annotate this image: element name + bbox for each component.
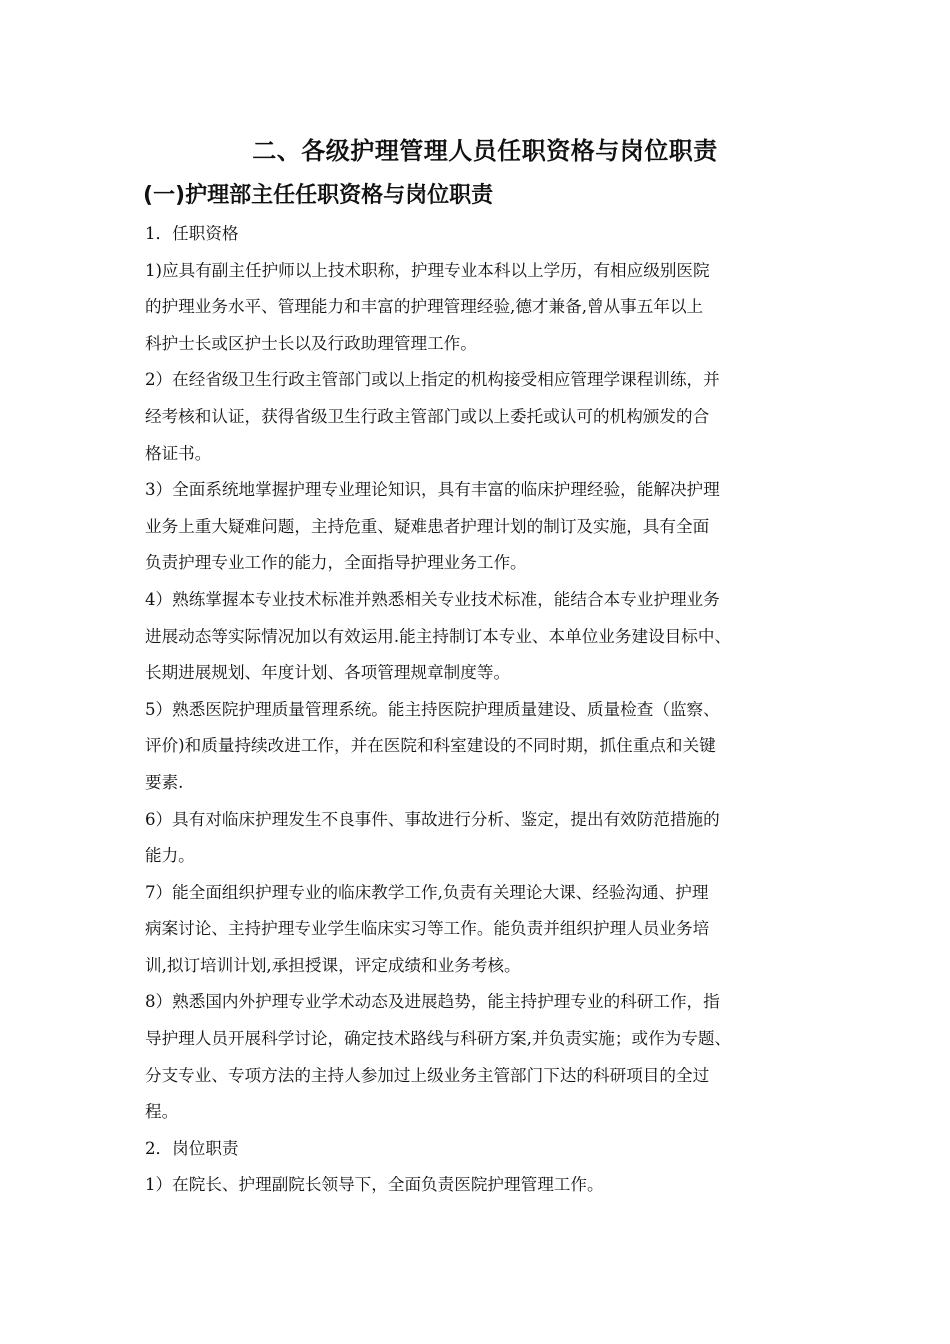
subheading-qualifications: 1．任职资格 [145,224,239,243]
text-line: 2）在经省级卫生行政主管部门或以上指定的机构接受相应管理学课程训练，并 [145,370,720,390]
text-line: 分支专业、专项方法的主持人参加过上级业务主管部门下达的科研项目的全过 [145,1065,710,1085]
document-page [145,128,825,1204]
text-line: 6）具有对临床护理发生不良事件、事故进行分析、鉴定，提出有效防范措施的 [145,809,720,829]
text-line: 进展动态等实际情况加以有效运用.能主持制订本专业、本单位业务建设目标中、 [145,626,732,646]
text-line: 导护理人员开展科学讨论，确定技术路线与科研方案,并负责实施；或作为专题、 [145,1029,732,1049]
text-line: 1）在院长、护理副院长领导下，全面负责医院护理管理工作。 [145,1175,604,1195]
text-line: 业务上重大疑难问题，主持危重、疑难患者护理计划的制订及实施，具有全面 [145,516,710,536]
section-heading: (一)护理部主任任职资格与岗位职责 [143,183,494,208]
text-line: 的护理业务水平、管理能力和丰富的护理管理经验,德才兼备,曾从事五年以上 [145,297,704,317]
text-line: 1)应具有副主任护师以上技术职称，护理专业本科以上学历，有相应级别医院 [145,260,710,280]
text-line: 5）熟悉医院护理质量管理系统。能主持医院护理质量建设、质量检查（监察、 [145,699,720,719]
text-line: 程。 [145,1102,179,1122]
text-line: 经考核和认证，获得省级卫生行政主管部门或以上委托或认可的机构颁发的合 [145,406,710,426]
text-line: 4）熟练掌握本专业技术标准并熟悉相关专业技术标准，能结合本专业护理业务 [145,589,720,609]
text-line: 要素. [145,772,184,792]
text-line: 3）全面系统地掌握护理专业理论知识，具有丰富的临床护理经验，能解决护理 [145,480,720,500]
text-line: 病案讨论、主持护理专业学生临床实习等工作。能负责并组织护理人员业务培 [145,919,710,939]
text-line: 训,拟订培训计划,承担授课，评定成绩和业务考核。 [145,955,521,975]
document-title: 二、各级护理管理人员任职资格与岗位职责 [252,137,718,165]
text-line: 评价)和质量持续改进工作，并在医院和科室建设的不同时期，抓住重点和关键 [145,736,716,756]
subheading-responsibilities: 2．岗位职责 [145,1138,239,1158]
document-body [145,216,825,1204]
text-line: 格证书。 [145,443,212,463]
text-line: 能力。 [145,846,195,866]
text-line: 科护士长或区护士长以及行政助理管理工作。 [145,333,477,353]
text-line: 长期进展规划、年度计划、各项管理规章制度等。 [145,663,511,683]
text-line: 7）能全面组织护理专业的临床教学工作,负责有关理论大课、经验沟通、护理 [145,882,709,902]
text-line: 负责护理专业工作的能力，全面指导护理业务工作。 [145,553,527,573]
text-line: 8）熟悉国内外护理专业学术动态及进展趋势，能主持护理专业的科研工作，指 [145,992,720,1012]
